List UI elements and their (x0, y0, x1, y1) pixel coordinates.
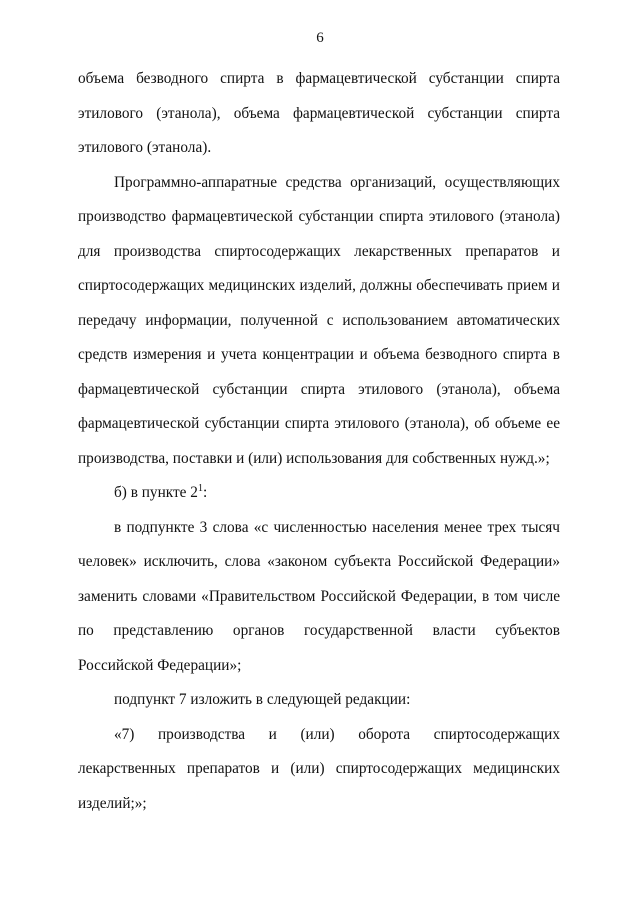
paragraph-text: б) в пункте 2 (114, 484, 198, 501)
paragraph-tail: : (202, 484, 208, 501)
paragraph: подпункт 7 изложить в следующей редакции: (114, 691, 411, 708)
superscript-index: 1 (197, 483, 203, 494)
paragraph: в подпункте 3 слова «с численностью населения менее трех тысяч человек» исключить, слова «законом субъекта Российской Федерации» заменить словами «Правительством Российской Федерации, в том числе по представлению органов государственной власти субъектов Российской Федерации»; (78, 518, 560, 674)
page-number: 6 (316, 30, 324, 46)
document-body (78, 62, 560, 821)
paragraph: Программно-аппаратные средства организаций, осуществляющих производство фармацевтической субстанции спирта этилового (этанола) для производства спиртосодержащих лекарственных препаратов и спиртосодержащих медицинских изделий, должны обеспечивать прием и передачу информации, полученной с использованием автоматических средств измерения и учета концентрации и объема безводного спирта в фармацевтической субстанции спирта этилового (этанола), объема фармацевтической субстанции спирта этилового (этанола), об объеме ее производства, поставки и (или) использования для собственных нужд.»; (78, 173, 560, 467)
paragraph: «7) производства и (или) оборота спиртосодержащих лекарственных препаратов и (или) спиртосодержащих медицинских изделий;»; (78, 725, 560, 812)
paragraph-subitem-b (78, 476, 560, 511)
paragraph: объема безводного спирта в фармацевтической субстанции спирта этилового (этанола), объема фармацевтической субстанции спирта этилового (этанола). (78, 70, 560, 156)
